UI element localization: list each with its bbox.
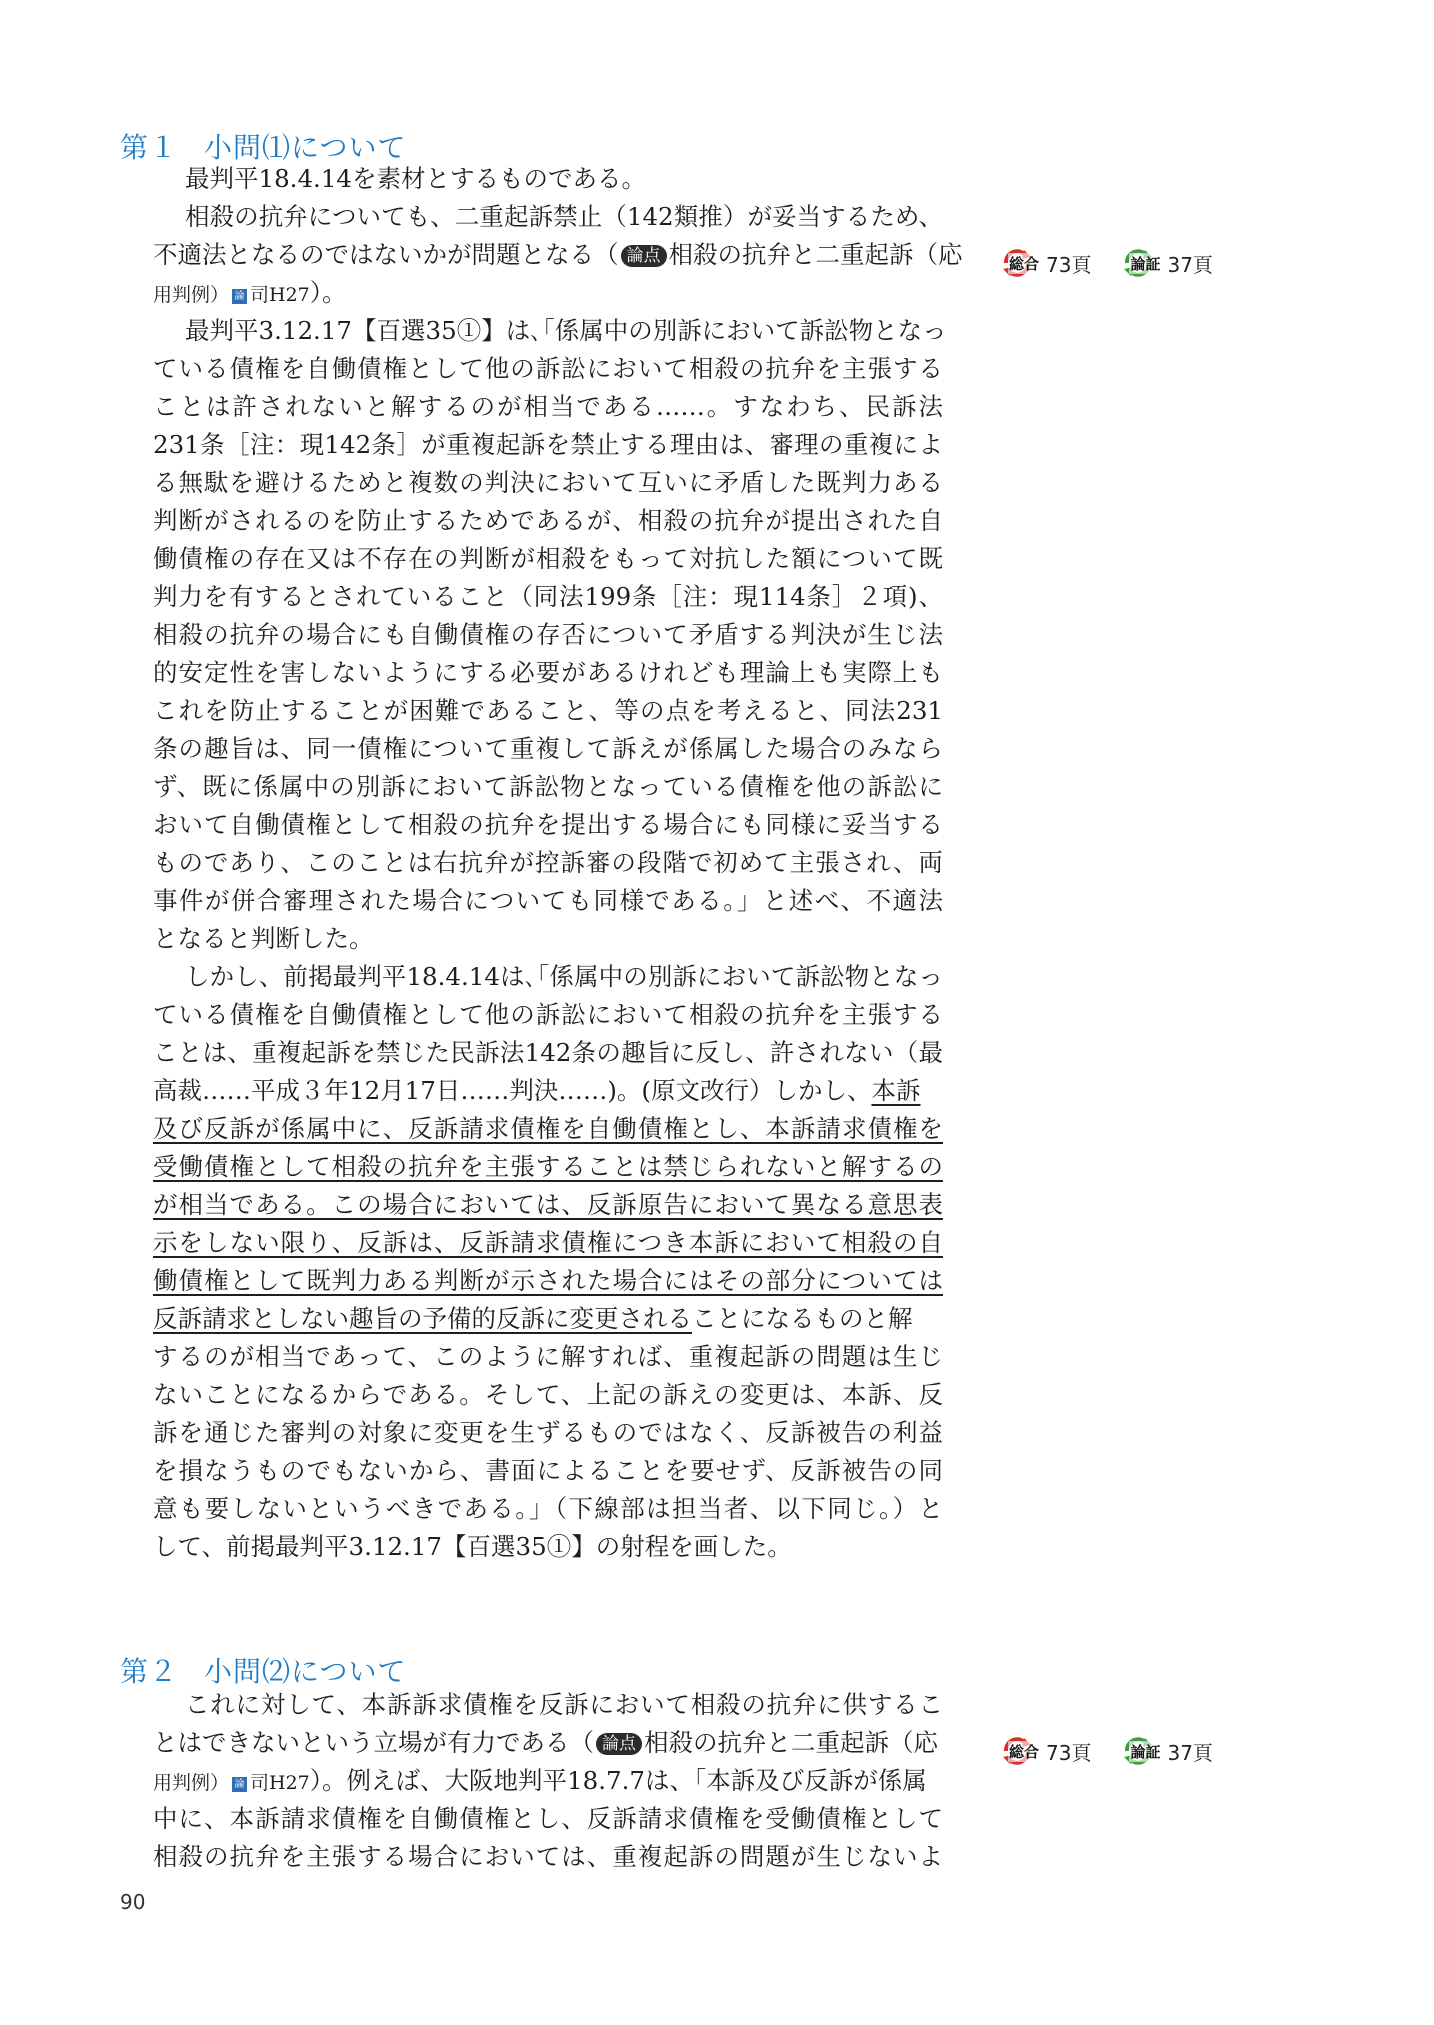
sogo-ref <box>1000 1736 1091 1766</box>
text-line: を損なうものでもないから、書面によることを要せず、反訴被告の同 <box>153 1456 943 1485</box>
text-line: ている債権を自働債権として他の訴訟において相殺の抗弁を主張する <box>153 1000 943 1029</box>
text-line: 用判例） 論 司H27）。例えば、大阪地判平18.7.7は、｢本訴及び反訴が係属 <box>153 1766 927 1795</box>
section1-body <box>153 160 963 1566</box>
text-line: 相殺の抗弁の場合にも自働債権の存否について矛盾する判決が生じ法 <box>153 620 943 649</box>
section2-body <box>153 1686 943 1876</box>
text-line: 条の趣旨は、同一債権について重複して訴えが係属した場合のみなら <box>153 734 943 763</box>
sogo-page: 73頁 <box>1046 1740 1092 1765</box>
text-line: 訴を通じた審判の対象に変更を生ずるものではなく、反訴被告の利益 <box>153 1418 943 1447</box>
text-line: となると判断した。 <box>153 924 374 953</box>
text-line: 事件が併合審理された場合についても同様である。」と述べ、不適法 <box>153 886 943 915</box>
text-line: 中に、本訴請求債権を自働債権とし、反訴請求債権を受働債権として <box>153 1804 943 1833</box>
text-line: 相殺の抗弁についても、二重起訴禁止（142類推）が妥当するため、 <box>185 202 943 231</box>
text-line: これを防止することが困難であること、等の点を考えると、同法231 <box>153 696 943 725</box>
ronsho-page: 37頁 <box>1167 252 1213 277</box>
text-line: 反訴請求としない趣旨の予備的反訴に変更されることになるものと解 <box>153 1304 913 1333</box>
text-line: これに対して、本訴訴求債権を反訴において相殺の抗弁に供するこ <box>185 1690 943 1719</box>
ronten-badge: 論点 <box>596 1733 642 1755</box>
ronsho-ref <box>1121 1736 1212 1766</box>
underlined-text: 及び反訴が係属中に、反訴請求債権を自働債権とし、本訴請求債権を <box>153 1114 943 1143</box>
ronsho-label: 論証 <box>1130 254 1161 273</box>
underlined-text: が相当である。この場合においては、反訴原告において異なる意思表 <box>153 1190 943 1219</box>
sogo-ref <box>1000 248 1091 278</box>
text-line: 判断がされるのを防止するためであるが、相殺の抗弁が提出された自 <box>153 506 943 535</box>
text-line: 最判平3.12.17【百選35①】は､｢係属中の別訴において訴訟物となっ <box>185 316 947 345</box>
section2-number: 第２ <box>120 1655 179 1688</box>
text-line <box>153 1262 943 1300</box>
text-line: 意も要しないというべきである。｣（下線部は担当者、以下同じ。）と <box>153 1494 943 1523</box>
text-line: 高裁……平成３年12月17日……判決……)。(原文改行）しかし、本訴 <box>153 1076 921 1105</box>
text-line: しかし、前掲最判平18.4.14は､｢係属中の別訴において訴訟物となっ <box>185 962 943 991</box>
text-line: ている債権を自働債権として他の訴訟において相殺の抗弁を主張する <box>153 354 943 383</box>
section2-heading <box>120 1650 406 1690</box>
ronsho-ref <box>1121 248 1212 278</box>
text-line: おいて自働債権として相殺の抗弁を提出する場合にも同様に妥当する <box>153 810 943 839</box>
text-line: とはできないという立場が有力である（ 論点 相殺の抗弁と二重起訴（応 <box>153 1728 938 1757</box>
underlined-text: 働債権として既判力ある判断が示された場合にはその部分については <box>153 1266 943 1295</box>
section1-margin-refs <box>1000 248 1243 278</box>
ron-icon: 論 <box>232 1777 247 1792</box>
section2-margin-refs <box>1000 1736 1243 1766</box>
text-line: 不適法となるのではないかが問題となる（ 論点 相殺の抗弁と二重起訴（応 <box>153 240 963 269</box>
section2-title: 小問⑵について <box>204 1655 407 1688</box>
text-line <box>153 1186 943 1224</box>
ron-icon: 論 <box>232 289 247 304</box>
text-line: するのが相当であって、このように解すれば、重複起訴の問題は生じ <box>153 1342 943 1371</box>
sogo-label: 総合 <box>1009 254 1040 273</box>
sogo-page: 73頁 <box>1046 252 1092 277</box>
page-number: 90 <box>120 1890 146 1914</box>
ronten-badge: 論点 <box>621 245 667 267</box>
text-line: 判力を有するとされていること（同法199条［注：現114条］２項)、 <box>153 582 943 611</box>
underlined-text: 示をしない限り、反訴は、反訴請求債権につき本訴において相殺の自 <box>153 1228 943 1257</box>
text-line: 的安定性を害しないようにする必要があるけれども理論上も実際上も <box>153 658 943 687</box>
underlined-text: 受働債権として相殺の抗弁を主張することは禁じられないと解するの <box>153 1152 943 1181</box>
section1-title: 小問⑴について <box>204 131 407 164</box>
text-line: ことは許されないと解するのが相当である……。すなわち、民訴法 <box>153 392 943 421</box>
section1-number: 第１ <box>120 131 179 164</box>
text-line: る無駄を避けるためと複数の判決において互いに矛盾した既判力ある <box>153 468 943 497</box>
text-line: ないことになるからである。そして、上記の訴えの変更は、本訴、反 <box>153 1380 943 1409</box>
text-line: 相殺の抗弁を主張する場合においては、重複起訴の問題が生じないよ <box>153 1842 943 1871</box>
text-line: 働債権の存在又は不存在の判断が相殺をもって対抗した額について既 <box>153 544 943 573</box>
ronsho-label: 論証 <box>1130 1742 1161 1761</box>
text-line: ず、既に係属中の別訴において訴訟物となっている債権を他の訴訟に <box>153 772 943 801</box>
sogo-label: 総合 <box>1009 1742 1040 1761</box>
text-line: ものであり、このことは右抗弁が控訴審の段階で初めて主張され、両 <box>153 848 943 877</box>
text-line: 231条［注：現142条］が重複起訴を禁止する理由は、審理の重複によ <box>153 430 943 459</box>
text-line: 最判平18.4.14を素材とするものである。 <box>185 164 647 193</box>
underlined-text: 反訴請求としない趣旨の予備的反訴に変更される <box>153 1304 692 1333</box>
text-line <box>153 1148 943 1186</box>
text-line <box>153 1224 943 1262</box>
text-line: して、前掲最判平3.12.17【百選35①】の射程を画した。 <box>153 1532 792 1561</box>
text-line <box>153 1110 943 1148</box>
text-line: 用判例） 論 司H27）。 <box>153 278 347 307</box>
underlined-text: 本訴 <box>871 1076 921 1105</box>
ronsho-page: 37頁 <box>1167 1740 1213 1765</box>
text-line: ことは、重複起訴を禁じた民訴法142条の趣旨に反し、許されない（最 <box>153 1038 943 1067</box>
